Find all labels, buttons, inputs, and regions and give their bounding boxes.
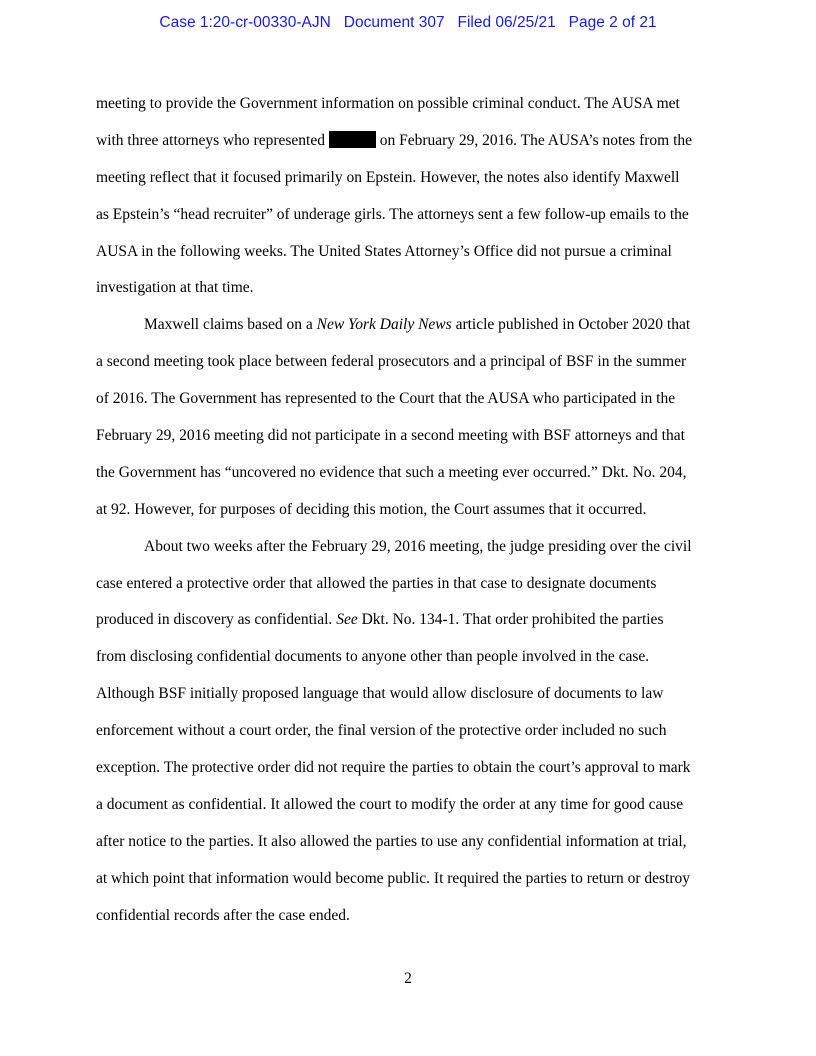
text-line: investigation at that time. <box>96 279 254 297</box>
text-line: of 2016. The Government has represented to the Court that the AUSA who participated in the <box>96 390 676 408</box>
text-line: at which point that information would become public. It required the parties to return or destroy <box>96 869 691 887</box>
paragraph-2 <box>96 307 720 528</box>
publication-title: New York Daily News <box>316 316 452 334</box>
case-number: Case 1:20-cr-00330-AJN <box>159 14 331 31</box>
paragraph-1 <box>96 86 720 307</box>
text-line: enforcement without a court order, the final version of the protective order included no such <box>96 722 667 740</box>
page-indicator: Page 2 of 21 <box>568 14 657 31</box>
text-line: meeting to provide the Government information on possible criminal conduct. The AUSA met <box>96 95 680 112</box>
text-line: a second meeting took place between federal prosecutors and a principal of BSF in the summer <box>96 353 687 371</box>
citation-signal: See <box>336 611 358 629</box>
text-line: as Epstein’s “head recruiter” of underage girls. The attorneys sent a few follow-up emails to the <box>96 205 689 223</box>
text-line: meeting reflect that it focused primarily on Epstein. However, the notes also identify Maxwell <box>96 168 680 186</box>
text-line: a document as confidential. It allowed the court to modify the order at any time for good cause <box>96 795 684 813</box>
text-segment: article published in October 2020 that <box>451 316 691 334</box>
ecf-filing-header <box>0 14 816 32</box>
text-line-first <box>96 307 720 344</box>
text-line: the Government has “uncovered no evidence that such a meeting ever occurred.” Dkt. No. 204, <box>96 463 687 481</box>
text-line: case entered a protective order that allowed the parties in that case to designate documents <box>96 574 657 592</box>
text-segment: on February 29, 2016. The AUSA’s notes from the <box>375 131 693 149</box>
paragraph-3 <box>96 529 720 935</box>
document-body <box>96 86 720 934</box>
text-line-first: About two weeks after the February 29, 2016 meeting, the judge presiding over the civil <box>144 537 692 555</box>
text-line: AUSA in the following weeks. The United States Attorney’s Office did not pursue a criminal <box>96 242 672 260</box>
page-number: 2 <box>404 970 412 987</box>
text-line: at 92. However, for purposes of deciding this motion, the Court assumes that it occurred. <box>96 500 647 518</box>
filed-date: Filed 06/25/21 <box>457 14 556 31</box>
text-segment: Dkt. No. 134-1. That order prohibited the parties <box>357 611 664 629</box>
text-line: Although BSF initially proposed language that would allow disclosure of documents to law <box>96 685 664 703</box>
text-line-with-redaction <box>96 123 720 160</box>
text-line: February 29, 2016 meeting did not participate in a second meeting with BSF attorneys and that <box>96 427 685 445</box>
text-line: after notice to the parties. It also allowed the parties to use any confidential information at trial, <box>96 832 687 850</box>
text-line: from disclosing confidential documents to anyone other than people involved in the case. <box>96 648 650 666</box>
text-line-with-citation <box>96 602 720 639</box>
redaction-box <box>329 131 376 148</box>
text-segment: with three attorneys who represented <box>96 131 329 149</box>
text-segment: produced in discovery as confidential. <box>96 611 337 629</box>
document-number: Document 307 <box>343 14 445 31</box>
text-line: confidential records after the case ended. <box>96 906 350 924</box>
text-segment: Maxwell claims based on a <box>144 316 317 334</box>
text-line: exception. The protective order did not require the parties to obtain the court’s approval to mark <box>96 759 691 777</box>
